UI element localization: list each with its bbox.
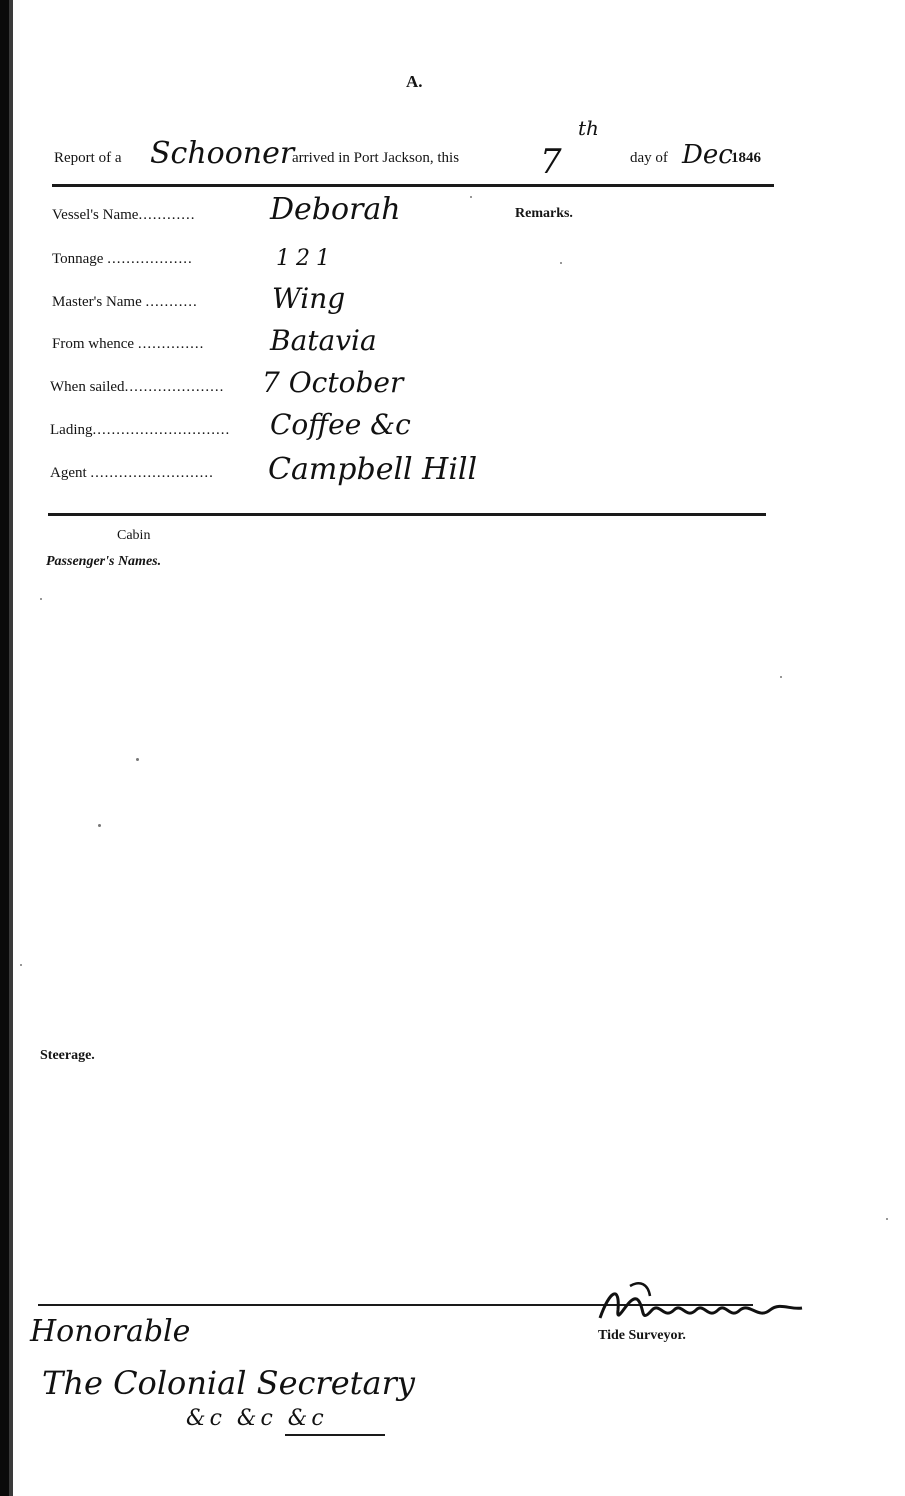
addressee-underline [285,1434,385,1436]
field-value-vessel-name: Deborah [270,192,401,227]
day-of-text: day of [630,150,668,166]
field-value-lading: Coffee &c [270,408,411,441]
arrived-text: arrived in Port Jackson, this [292,150,460,166]
form-letter: A. [406,72,423,91]
report-prefix: Report of a [54,150,122,166]
scan-edge-shadow [9,0,13,1496]
addressee-line-1: Honorable [30,1314,191,1349]
field-label-tonnage: Tonnage .................. [52,251,193,267]
passenger-names-label: Passenger's Names. [46,554,162,569]
field-value-from-whence: Batavia [270,324,377,357]
arrival-year: 1846 [731,150,761,166]
cabin-label: Cabin [117,528,151,543]
tide-surveyor-signature [590,1280,820,1350]
tide-surveyor-label: Tide Surveyor. [598,1328,686,1343]
field-value-agent: Campbell Hill [268,452,478,487]
field-label-lading: Lading............................. [50,422,231,438]
fields-rule [48,513,766,516]
remarks-label: Remarks. [515,206,573,221]
arrival-day-suffix: th [578,116,599,140]
field-value-when-sailed: 7 October [262,366,404,399]
arrival-month-handwritten: Dec [682,140,733,170]
field-label-vessel-name: Vessel's Name............ [52,207,196,223]
addressee-line-3: &c &c &c [186,1406,328,1431]
field-label-agent: Agent .......................... [50,465,214,481]
field-label-from-whence: From whence .............. [52,336,205,352]
field-value-tonnage: 121 [276,246,336,271]
field-label-master-name: Master's Name ........... [52,294,198,310]
vessel-type-handwritten: Schooner [150,136,295,171]
addressee-line-2: The Colonial Secretary [42,1364,415,1402]
steerage-label: Steerage. [40,1048,95,1063]
field-value-master-name: Wing [272,282,346,315]
header-rule [52,184,774,187]
field-label-when-sailed: When sailed..................... [50,379,225,395]
scan-edge [0,0,9,1496]
arrival-day-handwritten: 7 [540,142,562,182]
